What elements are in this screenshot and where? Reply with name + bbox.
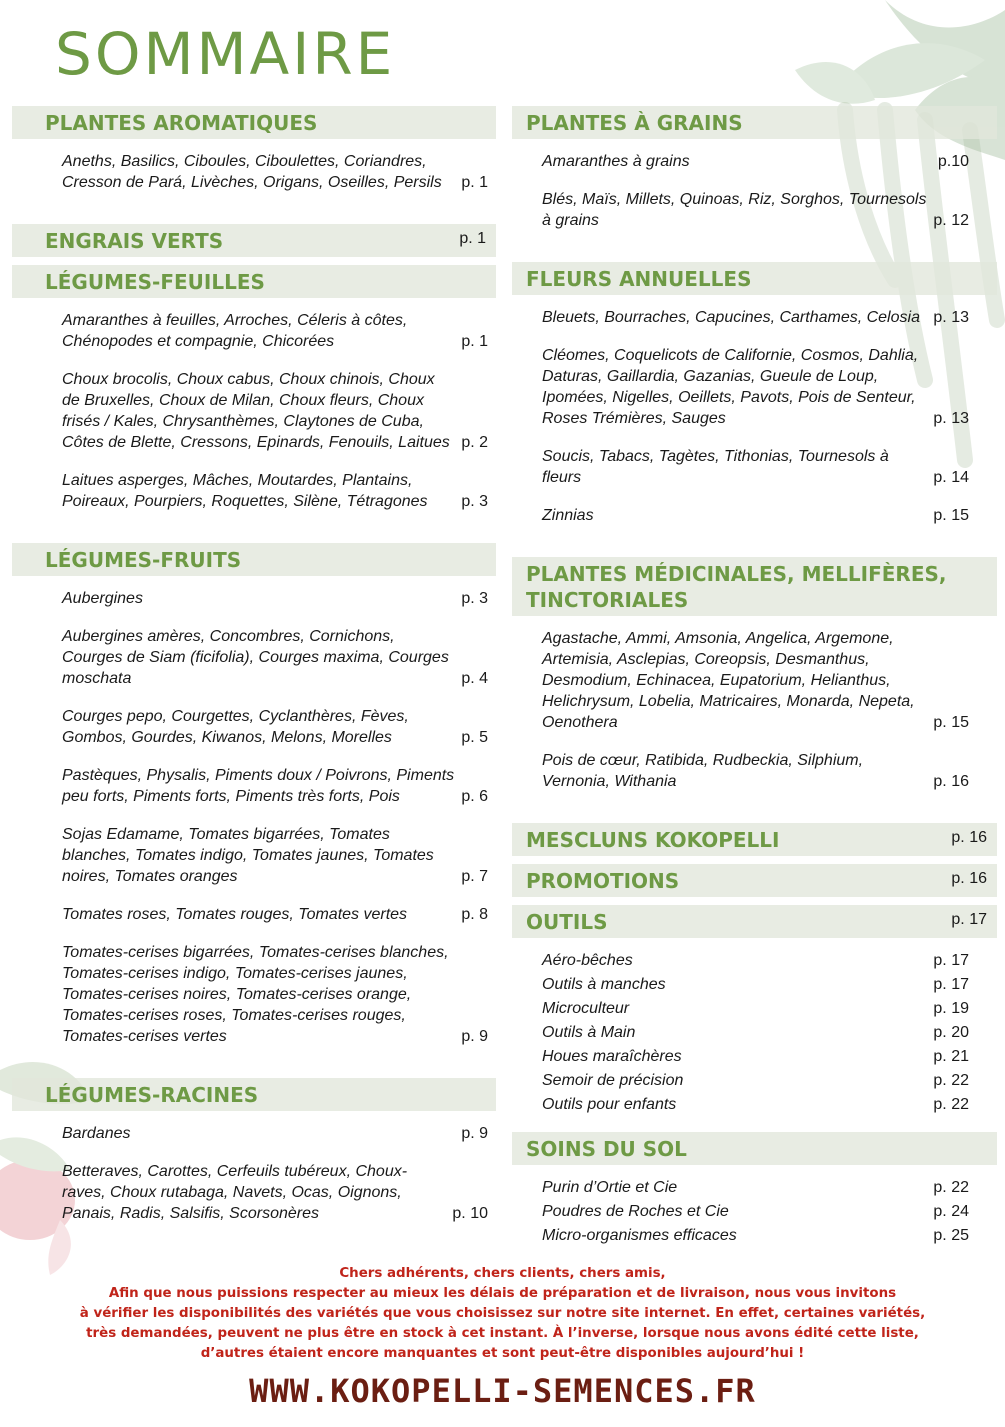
- entry-text: Sojas Edamame, Tomates bigarrées, Tomates blanches, Tomates indigo, Tomates jaunes, Tomates noires, Tomates oranges: [62, 826, 434, 885]
- toc-entry[interactable]: [62, 824, 488, 887]
- notice-line: à vérifier les disponibilités des variétés que vous choisissez sur notre site internet. En effet, certaines variétés,: [79, 1306, 926, 1321]
- section-header[interactable]: [512, 823, 997, 856]
- entry-page-number: p. 22: [933, 1096, 969, 1113]
- section-title: PLANTES À GRAINS: [526, 111, 743, 135]
- toc-entry[interactable]: [62, 470, 488, 512]
- toc-entry[interactable]: [542, 189, 969, 231]
- toc-section: [12, 543, 496, 1070]
- toc-entry[interactable]: [62, 706, 488, 748]
- entry-text: Micro-organismes efficaces: [542, 1227, 737, 1244]
- entry-page-number: p. 4: [461, 670, 488, 687]
- entry-page-number: p. 20: [933, 1024, 969, 1041]
- entry-page-number: p. 13: [933, 410, 969, 427]
- entry-text: Betteraves, Carottes, Cerfeuils tubéreux, Choux-raves, Choux rutabaga, Navets, Ocas, Oignons, Panais, Radis, Salsifis, Scorsonères: [62, 1163, 408, 1222]
- entry-list: [12, 584, 496, 1070]
- entry-page-number: p. 9: [461, 1125, 488, 1142]
- toc-section: [12, 224, 496, 257]
- entry-page-number: p. 15: [933, 714, 969, 731]
- toc-entry[interactable]: [542, 1046, 969, 1067]
- toc-section: [512, 106, 997, 254]
- toc-entry[interactable]: [542, 1201, 969, 1222]
- section-header[interactable]: [12, 224, 496, 257]
- left-column: [12, 106, 496, 1255]
- toc-entry[interactable]: [542, 950, 969, 971]
- website-link[interactable]: WWW.KOKOPELLI-SEMENCES.FR: [249, 1372, 756, 1410]
- entry-text: Bleuets, Bourraches, Capucines, Carthames, Celosia: [542, 309, 920, 326]
- entry-page-number: p. 7: [461, 868, 488, 885]
- entry-page-number: p. 24: [933, 1203, 969, 1220]
- section-header[interactable]: [512, 1132, 997, 1165]
- toc-entry[interactable]: [542, 1070, 969, 1091]
- section-header[interactable]: [12, 265, 496, 298]
- section-title: LÉGUMES-FRUITS: [45, 548, 242, 572]
- entry-text: Amaranthes à grains: [542, 153, 690, 170]
- entry-page-number: p. 5: [461, 729, 488, 746]
- entry-page-number: p. 2: [461, 434, 488, 451]
- notice-line: très demandées, peuvent ne plus être en stock à cet instant. À l’inverse, lorsque nous avons édité cette liste,: [86, 1326, 919, 1341]
- section-title: LÉGUMES-RACINES: [45, 1083, 259, 1107]
- entry-page-number: p. 14: [933, 469, 969, 486]
- entry-page-number: p. 25: [933, 1227, 969, 1244]
- entry-page-number: p. 12: [933, 212, 969, 229]
- section-title: ENGRAIS VERTS: [45, 229, 224, 253]
- toc-entry[interactable]: [542, 151, 969, 172]
- entry-list: [12, 147, 496, 216]
- section-header[interactable]: [512, 864, 997, 897]
- entry-text: Purin d’Ortie et Cie: [542, 1179, 678, 1196]
- entry-text: Outils pour enfants: [542, 1096, 677, 1113]
- toc-entry[interactable]: [542, 1177, 969, 1198]
- toc-section: [512, 1132, 997, 1255]
- toc-entry[interactable]: [542, 1022, 969, 1043]
- section-header[interactable]: [12, 1078, 496, 1111]
- entry-list: [12, 1119, 496, 1247]
- entry-text: Pois de cœur, Ratibida, Rudbeckia, Silphium, Vernonia, Withania: [542, 752, 864, 790]
- entry-page-number: p. 1: [461, 333, 488, 350]
- toc-entry[interactable]: [62, 588, 488, 609]
- toc-entry[interactable]: [542, 750, 969, 792]
- section-title: FLEURS ANNUELLES: [526, 267, 752, 291]
- section-title: PROMOTIONS: [526, 869, 680, 893]
- page-title: SOMMAIRE: [55, 20, 396, 88]
- notice-line: Afin que nous puissions respecter au mieux les délais de préparation et de livraison, nous vous invitons: [108, 1286, 897, 1301]
- toc-section: [512, 262, 997, 549]
- entry-list: [512, 147, 997, 254]
- section-page-number: p. 1: [459, 230, 486, 247]
- toc-entry[interactable]: [542, 974, 969, 995]
- entry-page-number: p. 17: [933, 976, 969, 993]
- entry-text: Outils à Main: [542, 1024, 636, 1041]
- section-title: PLANTES AROMATIQUES: [45, 111, 318, 135]
- entry-page-number: p. 19: [933, 1000, 969, 1017]
- entry-text: Agastache, Ammi, Amsonia, Angelica, Argemone, Artemisia, Asclepias, Coreopsis, Desmanthus, Desmodium, Echinacea, Eupatorium, Helianthus, Helichrysum, Lobelia, Matricaires, Monarda, Nepeta, Oenothera: [542, 630, 915, 731]
- entry-text: Outils à manches: [542, 976, 666, 993]
- toc-entry[interactable]: [542, 505, 969, 526]
- section-header[interactable]: [512, 905, 997, 938]
- notice-line: d’autres étaient encore manquantes et sont peut-être disponibles aujourd’hui !: [200, 1346, 805, 1361]
- entry-text: Microculteur: [542, 1000, 630, 1017]
- entry-text: Houes maraîchères: [542, 1048, 682, 1065]
- entry-text: Pastèques, Physalis, Piments doux / Poivrons, Piments peu forts, Piments forts, Piments très forts, Pois: [62, 767, 455, 805]
- entry-page-number: p. 22: [933, 1179, 969, 1196]
- toc-entry[interactable]: [542, 998, 969, 1019]
- section-page-number: p. 16: [951, 870, 987, 887]
- toc-entry[interactable]: [62, 1123, 488, 1144]
- toc-entry[interactable]: [62, 904, 488, 925]
- entry-text: Tomates roses, Tomates rouges, Tomates vertes: [62, 906, 408, 923]
- entry-page-number: p. 8: [461, 906, 488, 923]
- entry-page-number: p. 9: [461, 1028, 488, 1045]
- entry-text: Bardanes: [62, 1125, 131, 1142]
- entry-page-number: p. 13: [933, 309, 969, 326]
- section-title: PLANTES MÉDICINALES, MELLIFÈRES, TINCTORIALES: [526, 562, 947, 612]
- section-title: LÉGUMES-FEUILLES: [45, 270, 265, 294]
- section-header[interactable]: [512, 557, 997, 616]
- entry-list: [12, 306, 496, 535]
- toc-entry[interactable]: [62, 310, 488, 352]
- entry-text: Zinnias: [542, 507, 594, 524]
- toc-section: [12, 265, 496, 535]
- section-title: SOINS DU SOL: [526, 1137, 687, 1161]
- entry-list: [512, 624, 997, 815]
- toc-entry[interactable]: [542, 307, 969, 328]
- section-header[interactable]: [512, 262, 997, 295]
- toc-section: [512, 864, 997, 897]
- entry-page-number: p. 15: [933, 507, 969, 524]
- toc-section: [512, 557, 997, 815]
- toc-entry[interactable]: [62, 151, 488, 193]
- section-title: OUTILS: [526, 910, 608, 934]
- entry-page-number: p.10: [937, 153, 969, 170]
- toc-entry[interactable]: [542, 628, 969, 733]
- entry-page-number: p. 10: [452, 1205, 488, 1222]
- section-page-number: p. 17: [951, 911, 987, 928]
- entry-list: [512, 946, 997, 1124]
- toc-entry[interactable]: [62, 942, 488, 1047]
- entry-text: Soucis, Tabacs, Tagètes, Tithonias, Tournesols à fleurs: [542, 448, 889, 486]
- toc-section: [12, 1078, 496, 1247]
- notice-line: Chers adhérents, chers clients, chers amis,: [339, 1266, 666, 1281]
- entry-page-number: p. 3: [461, 590, 488, 607]
- entry-text: Courges pepo, Courgettes, Cyclanthères, Fèves, Gombos, Gourdes, Kiwanos, Melons, Morelles: [62, 708, 409, 746]
- entry-page-number: p. 21: [933, 1048, 969, 1065]
- section-header[interactable]: [12, 106, 496, 139]
- entry-text: Poudres de Roches et Cie: [542, 1203, 729, 1220]
- entry-list: [512, 1173, 997, 1255]
- section-title: MESCLUNS KOKOPELLI: [526, 828, 780, 852]
- toc-entry[interactable]: [62, 369, 488, 453]
- entry-page-number: p. 16: [933, 773, 969, 790]
- toc-entry[interactable]: [542, 345, 969, 429]
- section-header[interactable]: [512, 106, 997, 139]
- toc-section: [512, 823, 997, 856]
- toc-entry[interactable]: [62, 626, 488, 689]
- toc-entry[interactable]: [542, 1094, 969, 1115]
- entry-text: Cléomes, Coquelicots de Californie, Cosmos, Dahlia, Daturas, Gaillardia, Gazanias, Gueule de Loup, Ipomées, Nigelles, Oeillets, Pavots, Pois de Senteur, Roses Trémières, Sauges: [542, 347, 919, 427]
- toc-entry[interactable]: [542, 446, 969, 488]
- toc-entry[interactable]: [62, 765, 488, 807]
- entry-text: Choux brocolis, Choux cabus, Choux chinois, Choux de Bruxelles, Choux de Milan, Choux fleurs, Choux frisés / Kales, Chrysanthèmes, Claytones de Cuba, Côtes de Blette, Cressons, Epinards, Fenouils, Laitues: [62, 371, 450, 451]
- entry-text: Amaranthes à feuilles, Arroches, Céleris à côtes, Chénopodes et compagnie, Chicorées: [62, 312, 408, 350]
- availability-notice: [30, 1264, 975, 1364]
- section-page-number: p. 16: [951, 829, 987, 846]
- entry-text: Aubergines: [62, 590, 143, 607]
- entry-text: Tomates-cerises bigarrées, Tomates-cerises blanches, Tomates-cerises indigo, Tomates-cerises jaunes, Tomates-cerises noires, Tomates-cerises orange, Tomates-cerises roses, Tomates-cerises rouges, Tomates-cerises vertes: [62, 944, 449, 1045]
- toc-entry[interactable]: [542, 1225, 969, 1246]
- entry-page-number: p. 3: [461, 493, 488, 510]
- entry-page-number: p. 17: [933, 952, 969, 969]
- entry-text: Aneths, Basilics, Ciboules, Ciboulettes, Coriandres, Cresson de Pará, Livèches, Origans, Oseilles, Persils: [62, 153, 442, 191]
- entry-text: Semoir de précision: [542, 1072, 684, 1089]
- entry-text: Laitues asperges, Mâches, Moutardes, Plantains, Poireaux, Pourpiers, Roquettes, Silène, Tétragones: [62, 472, 428, 510]
- entry-text: Blés, Maïs, Millets, Quinoas, Riz, Sorghos, Tournesols à grains: [542, 191, 927, 229]
- entry-page-number: p. 22: [933, 1072, 969, 1089]
- entry-page-number: p. 1: [461, 174, 488, 191]
- entry-list: [512, 303, 997, 549]
- toc-section: [512, 905, 997, 1124]
- entry-text: Aubergines amères, Concombres, Cornichons, Courges de Siam (ficifolia), Courges maxima, Courges moschata: [62, 628, 449, 687]
- toc-section: [12, 106, 496, 216]
- right-column: [512, 106, 997, 1263]
- toc-entry[interactable]: [62, 1161, 488, 1224]
- section-header[interactable]: [12, 543, 496, 576]
- entry-page-number: p. 6: [461, 788, 488, 805]
- entry-text: Aéro-bêches: [542, 952, 633, 969]
